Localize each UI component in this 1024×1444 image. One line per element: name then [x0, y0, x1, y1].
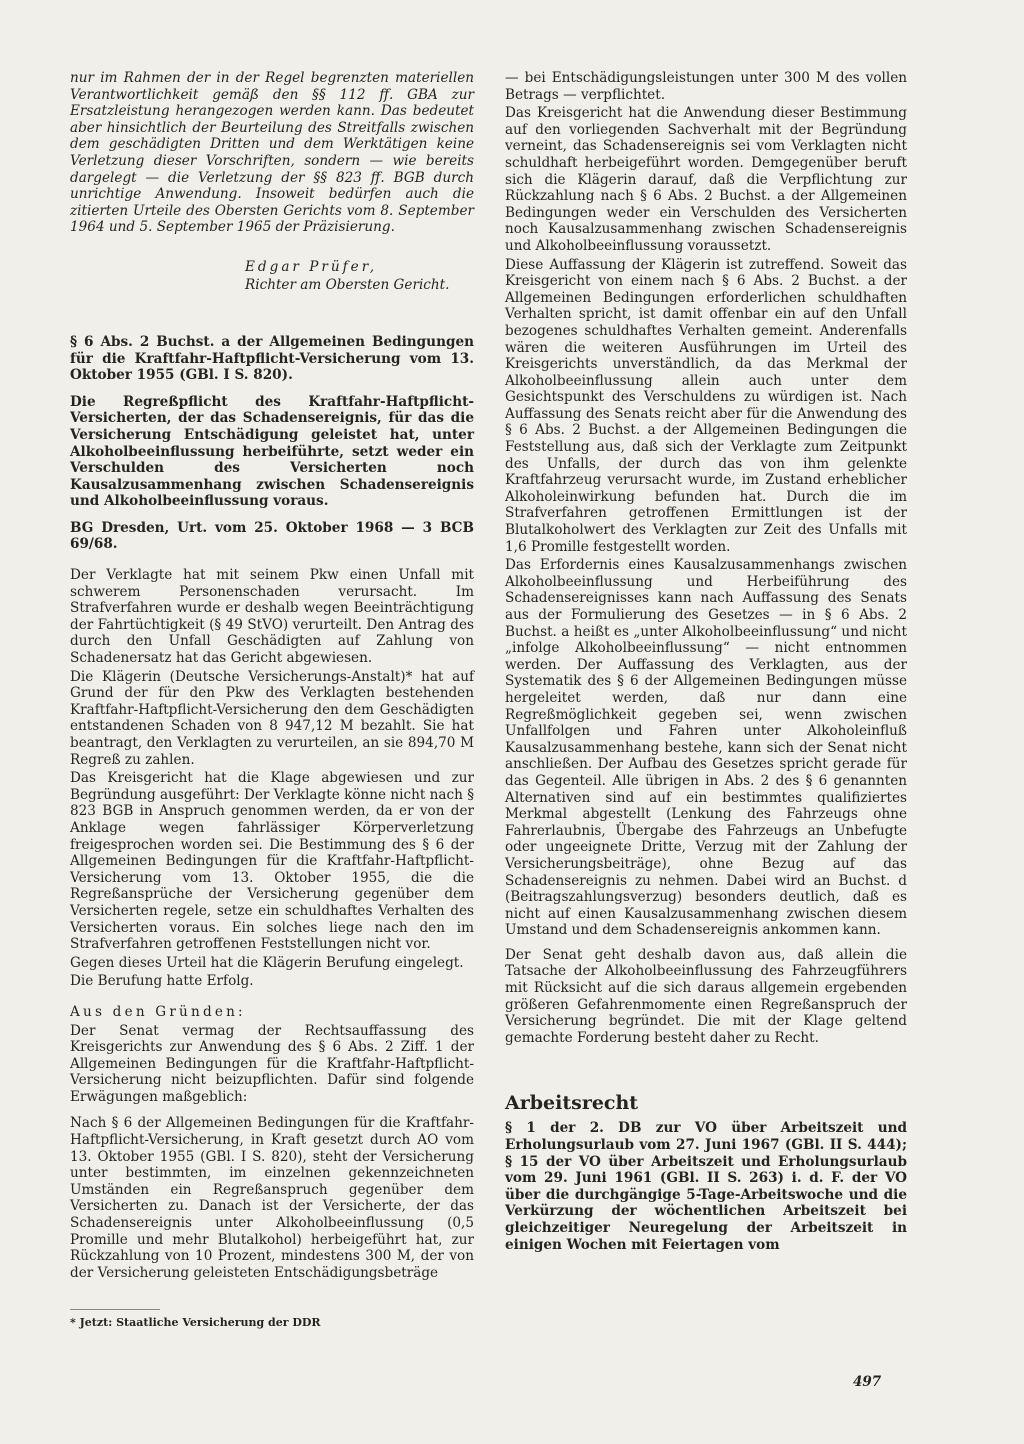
paragraph: Diese Auffassung der Klägerin ist zutreffend. Soweit das Kreisgericht von einem nach § 6 Abs. 2 Buchst. a der Allgemeinen Bedingungen erforderlichen schuldhaften Verhalten spricht, ist damit offenbar ein auf den Unfall bezogenes schuldhaftes Verhalten gemeint. Anderenfalls wären die weiteren Ausführungen im Urteil des Kreisgerichts unverständlich, da das Merkmal der Alkoholbeeinflussung allein auch unter dem Gesichtspunkt des Verschuldens zu würdigen ist. Nach Auffassung des Senats reicht aber für die Anwendung des § 6 Abs. 2 Buchst. a der Allgemeinen Bedingungen die Feststellung aus, daß sich der Verklagte zum Zeitpunkt des Unfalls, der durch das von ihm gelenkte Kraftfahrzeug verursacht wurde, im Zustand erheblicher Alkoholeinwirkung befunden hat. Durch die im Strafverfahren getroffenen Ermittlungen ist der Blutalkoholwert des Verklagten zur Zeit des Unfalls mit 1,6 Promille festgestellt worden.: [505, 256, 907, 555]
case-title: § 6 Abs. 2 Buchst. a der Allgemeinen Bedingungen für die Kraftfahr-Haftpflicht-Versicherung vom 13. Oktober 1955 (GBl. I S. 820).: [70, 333, 474, 384]
paragraph: Gegen dieses Urteil hat die Klägerin Berufung eingelegt.: [70, 954, 464, 971]
court-reference: BG Dresden, Urt. vom 25. Oktober 1968 — 3 BCB 69/68.: [70, 519, 474, 553]
section-heading: Arbeitsrecht: [505, 1092, 639, 1115]
paragraph: Die Klägerin (Deutsche Versicherungs-Anstalt)* hat auf Grund der für den Pkw des Verklagten bestehenden Kraftfahr-Haftpflicht-Versicherung den dem Geschädigten entstandenen Schaden von 8 947,12 M bezahlt. Sie hat beantragt, den Verklagten zu verurteilen, an sie 894,70 M Regreß zu zahlen.: [70, 668, 474, 768]
page-number: 497: [853, 1374, 882, 1390]
signature-title: Richter am Obersten Gericht.: [245, 276, 450, 293]
section-title: § 1 der 2. DB zur VO über Arbeitszeit und Erholungsurlaub vom 27. Juni 1967 (GBl. II S. 444); § 15 der VO über Arbeitszeit und Erholungsurlaub vom 29. Juni 1961 (GBl. II S. 263) i. d. F. der VO über die durchgängige 5-Tage-Arbeitswoche und die Verkürzung der wöchentlichen Arbeitszeit bei gleichzeitiger Neuregelung der Arbeitszeit in einigen Wochen mit Feiertagen vom: [505, 1120, 907, 1253]
headnote: Die Regreßpflicht des Kraftfahr-Haftpflicht-Versicherten, der das Schadensereignis, für das die Versicherung Entschädigung geleistet hat, unter Alkoholbeeinflussung herbeiführte, setzt weder ein Verschulden des Versicherten noch Kausalzusammenhang zwischen Schadensereignis und Alkoholbeeinflussung voraus.: [70, 393, 474, 510]
paragraph: Das Kreisgericht hat die Klage abgewiesen und zur Begründung ausgeführt: Der Verklagte könne nicht nach § 823 BGB in Anspruch genommen werden, da er von der Anklage wegen fahrlässiger Körperverletzung freigesprochen worden sei. Die Bestimmung des § 6 der Allgemeinen Bedingungen für die Kraftfahr-Haftpflicht-Versicherung vom 13. Oktober 1955, die die Regreßansprüche der Versicherung gegenüber dem Versicherten regele, setze ein schuldhaftes Verhalten des Versicherten voraus. Ein solches liege nach den im Strafverfahren getroffenen Feststellungen nicht vor.: [70, 770, 474, 953]
signature-name: Edgar Prüfer,: [245, 258, 378, 275]
signature-block: [245, 258, 474, 294]
paragraph: Der Senat geht deshalb davon aus, daß allein die Tatsache der Alkoholbeeinflussung des Fahrzeugführers mit Rücksicht auf die sich daraus allgemein ergebenden größeren Gefahrenmomente einen Regreßanspruch der Versicherung begründet. Die mit der Klage geltend gemachte Forderung besteht daher zu Recht.: [505, 946, 907, 1046]
paragraph: Nach § 6 der Allgemeinen Bedingungen für die Kraftfahr-Haftpflicht-Versicherung, in Kraft gesetzt durch AO vom 13. Oktober 1955 (GBl. I S. 820), steht der Versicherung unter bestimmten, im einzelnen gekennzeichneten Umständen ein Regreßanspruch gegenüber dem Versicherten zu. Danach ist der Versicherte, der das Schadensereignis unter Alkoholbeeinflussung (0,5 Promille und mehr Blutalkohol) herbeigeführt hat, zur Rückzahlung von 10 Prozent, mindestens 300 M, der von der Versicherung geleisteten Entschädigungsbeträge: [70, 1115, 474, 1281]
paragraph: — bei Entschädigungsleistungen unter 300 M des vollen Betrags — verpflichtet.: [505, 70, 907, 103]
paragraph: Das Kreisgericht hat die Anwendung dieser Bestimmung auf den vorliegenden Sachverhalt mit der Begründung verneint, das Schadensereignis sei vom Verklagten nicht schuldhaft herbeigeführt worden. Demgegenüber beruft sich die Klägerin darauf, daß die Verpflichtung zur Rückzahlung nach § 6 Abs. 2 Buchst. a der Allgemeinen Bedingungen weder ein Verschulden des Versicherten noch Kausalzusammenhang zwischen Schadensereignis und Alkoholbeeinflussung voraussetzt.: [505, 105, 907, 254]
left-column: [70, 70, 474, 1332]
footnote: * Jetzt: Staatliche Versicherung der DDR: [70, 1316, 321, 1330]
paragraph: Das Erfordernis eines Kausalzusammenhangs zwischen Alkoholbeeinflussung und Herbeiführung des Schadensereignisses kann nach Auffassung des Senats aus der Formulierung des Gesetzes — in § 6 Abs. 2 Buchst. a heißt es „unter Alkoholbeeinflussung“ und nicht „infolge Alkoholbeeinflussung“ — nicht entnommen werden. Der Auffassung des Verklagten, aus der Systematik des § 6 der Allgemeinen Bedingungen müsse hergeleitet werden, daß nur dann eine Regreßmöglichkeit gegeben sei, wenn zwischen Unfallfolgen und Fahren unter Alkoholeinfluß Kausalzusammenhang bestehe, kann sich der Senat nicht anschließen. Der Aufbau des Gesetzes spricht gerade für das Gegenteil. Alle übrigen in Abs. 2 des § 6 genannten Alternativen sind auf ein bestimmtes qualifiziertes Merkmal abgestellt (Lenkung des Fahrzeugs ohne Fahrerlaubnis, Übergabe des Fahrzeugs an Unbefugte oder ungeeignete Dritte, Verzug mit der Zahlung der Versicherungsbeiträge), ohne Bezug auf das Schadensereignis zu nehmen. Dabei wird an Buchst. d (Beitragszahlungsverzug) besonders deutlich, daß es nicht auf einen Kausalzusammenhang zwischen diesem Umstand und dem Schadensereignis ankommen kann.: [505, 557, 907, 939]
paragraph: Der Senat vermag der Rechtsauffassung des Kreisgerichts zur Anwendung des § 6 Abs. 2 Ziff. 1 der Allgemeinen Bedingungen für die Kraftfahr-Haftpflicht-Versicherung nicht beizupflichten. Dafür sind folgende Erwägungen maßgeblich:: [70, 1022, 474, 1105]
paragraph: Die Berufung hatte Erfolg.: [70, 973, 254, 990]
footnote-divider: [70, 1309, 160, 1310]
right-column: [505, 70, 907, 1255]
intro-paragraph: nur im Rahmen der in der Regel begrenzten materiellen Verantwortlichkeit gemäß den §§ 112 ff. GBA zur Ersatzleistung herangezogen werden kann. Das bedeutet aber hinsichtlich der Beurteilung des Streitfalls zwischen dem geschädigten Dritten und dem Werktätigen keine Verletzung dieser Vorschriften, sondern — wie bereits dargelegt — die Verletzung der §§ 823 ff. BGB durch unrichtige Anwendung. Insoweit bedürfen auch die zitierten Urteile des Obersten Gerichts vom 8. September 1964 und 5. September 1965 der Präzisierung.: [70, 70, 474, 236]
paragraph: Der Verklagte hat mit seinem Pkw einen Unfall mit schwerem Personenschaden verursacht. Im Strafverfahren wurde er deshalb wegen Beeinträchtigung der Fahrtüchtigkeit (§ 49 StVO) verurteilt. Den Antrag des durch den Unfall Geschädigten auf Zahlung von Schadenersatz hat das Gericht abgewiesen.: [70, 567, 474, 667]
grounds-heading: Aus den Gründen:: [70, 1003, 246, 1020]
